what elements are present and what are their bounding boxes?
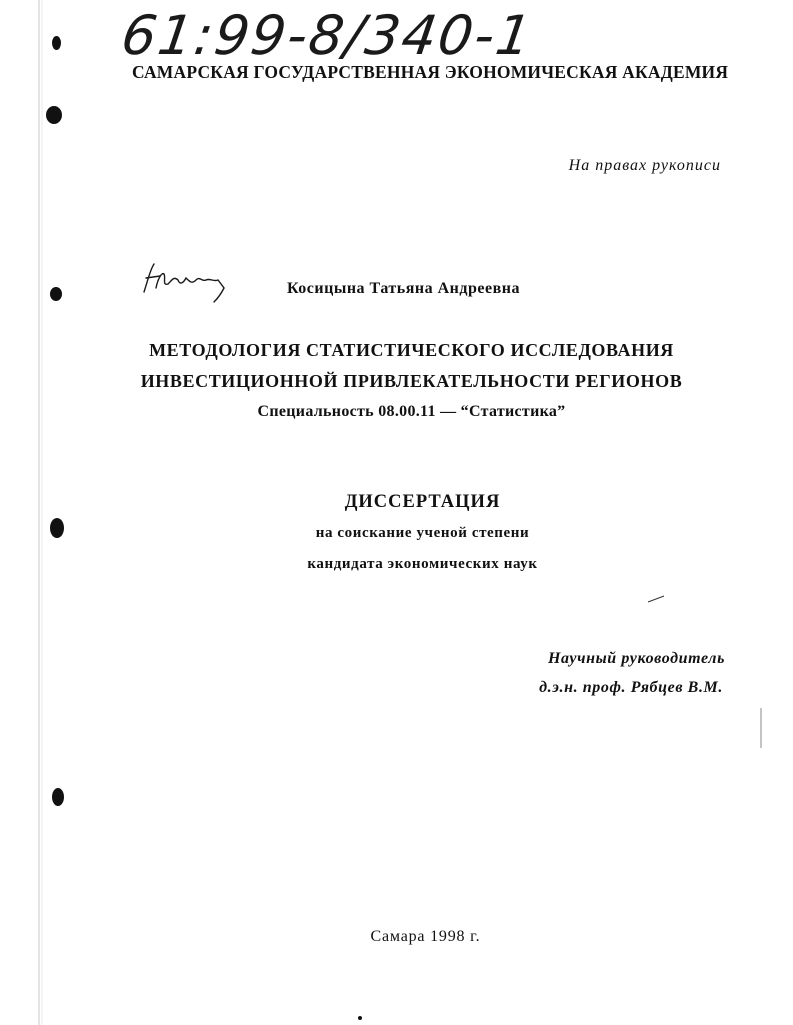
binding-hole-1 [52,36,61,50]
author-signature [138,258,230,304]
supervisor-name: д.э.н. проф. Рябцев В.М. [539,679,723,696]
supervisor-label: Научный руководитель [547,650,725,667]
work-type: ДИССЕРТАЦИЯ [344,492,501,512]
binding-hole-2 [46,106,62,124]
inventory-number: 61:99-8/340-1 [117,4,538,67]
degree-line-2: кандидата экономических наук [307,556,538,572]
institution-name: САМАРСКАЯ ГОСУДАРСТВЕННАЯ ЭКОНОМИЧЕСКАЯ АКАДЕМИЯ [132,62,729,82]
stray-mark [646,594,666,604]
degree-line-1: на соискание ученой степени [315,525,530,541]
city-year: Самара 1998 г. [370,928,481,945]
specialty: Специальность 08.00.11 — “Статистика” [257,403,566,420]
thesis-title-line-1: МЕТОДОЛОГИЯ СТАТИСТИЧЕСКОГО ИССЛЕДОВАНИЯ [149,340,674,360]
binding-hole-3 [50,287,62,301]
scan-mark-right [758,708,764,748]
scan-speck [358,1016,362,1020]
manuscript-note: На правах рукописи [568,157,721,174]
binding-hole-5 [52,788,64,806]
thesis-title-line-2: ИНВЕСТИЦИОННОЙ ПРИВЛЕКАТЕЛЬНОСТИ РЕГИОНОВ [140,371,683,391]
author-name: Косицына Татьяна Андреевна [287,280,520,297]
